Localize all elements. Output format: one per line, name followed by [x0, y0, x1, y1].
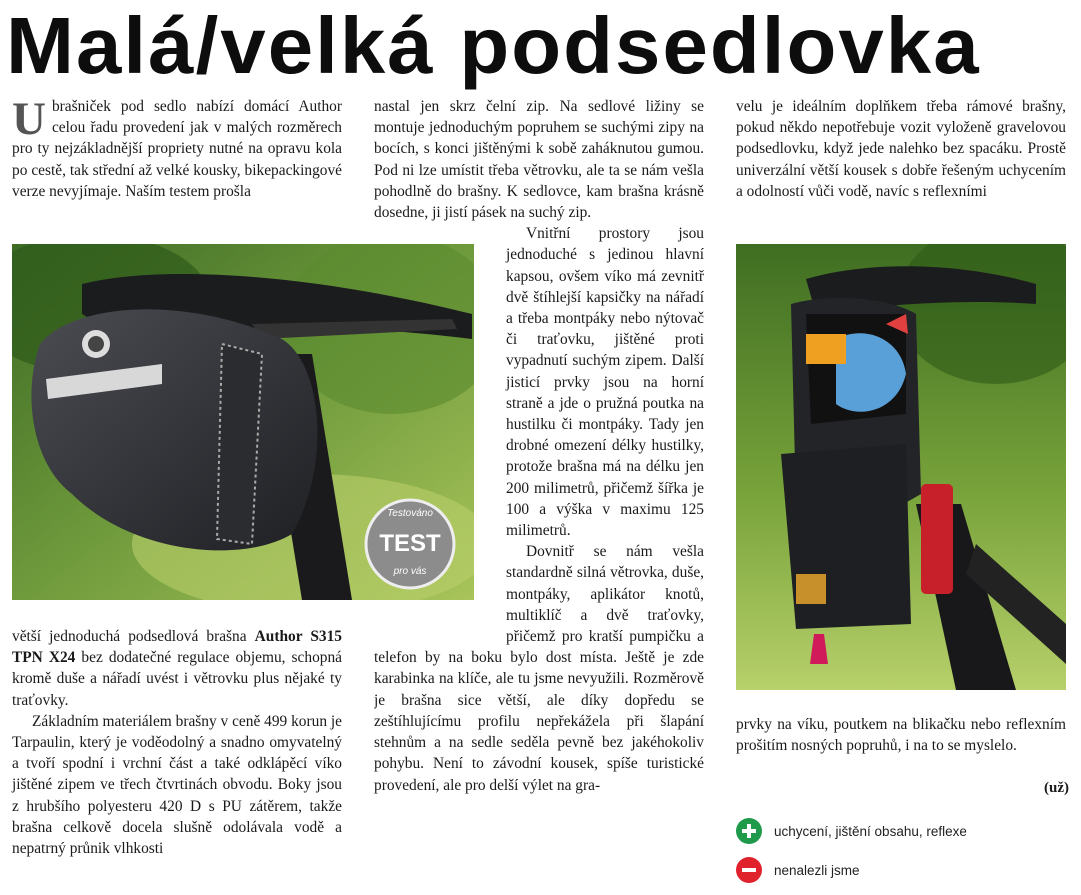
author-signature: (už) — [1044, 780, 1069, 796]
photo-overlap-spacer — [374, 244, 506, 637]
product-name: Author S315 TPN X24 — [12, 628, 343, 667]
column-3-top — [736, 96, 1066, 202]
col2-p2: Vnitřní prostory jsou jednoduché s jedinou hlavní kapsou, ovšem víko má zevnitř dvě štíhlejší kapsičky na nářadí a třeba montpáky nebo nýtovač či traťovku, jištěné proti vypadnutí suchým zipem. Další jisticí prvky jsou na horní straně a jde o pružná poutka na hustilku či montpáky. Tady jen drobné omezení délky hustilky, protože brašna má na délku jen 200 milimetrů, přičemž šířka je 100 a výška v maximu 125 milimetrů. — [506, 225, 704, 540]
article-title: Malá/velká podsedlovka — [6, 1, 981, 90]
col1-p2: Základním materiálem brašny v ceně 499 korun je Tarpaulin, který je voděodolný a snadno omyvatelný a tvoří spodní i vrchní část a také odklápěcí víko jištěné zipem ve třech čtvrtinách obvodu. Boky jsou z hrubšího polyesteru 420 D s PU zátěrem, takže brašna celkově docela slušně odolávala vodě a nepatrný průnik vlhkosti — [12, 712, 342, 858]
col1-p1-text: větší jednoduchá podsedlová brašna — [12, 628, 255, 645]
col3-top-text: velu je ideálním doplňkem třeba rámové brašny, pokud někdo nepotřebuje vozit vyloženě gravelovou podsedlovku, když jede nalehko bez spacáku. Prostě univerzální větší kousek s dobře řešeným uchycením a odolností vůči vodě, navíc s reflexními — [736, 98, 1066, 200]
column-2-flow — [374, 96, 704, 891]
col2-p3: Dovnitř se nám vešla standardně silná větrovka, duše, montpáky, aplikátor knotů, multiklíč a dvě traťovky, přičemž pro kratší pumpičku a telefon by na boku bylo dost místa. Ještě je zde karabinka na klíče, ale tu jsme nevyužili. Rozměrově je brašna sice větší, ale díky dopředu se zeštíhlujícímu profilu nepřekážela při šlapání stehnům a na sedle seděla pevně bez jakéhokoliv pohybu. Není to závodní kousek, spíše turistické provedení, ale pro delší výlet na gra- — [374, 543, 704, 794]
col1-intro-text: brašniček pod sedlo nabízí domácí Author celou řadu provedení jak v malých rozměrech pro ty nejzákladnější propriety nutné na opravu kola po cestě, tak střední až velké kousky, bikepackingové verze nevyjímaje. Naším testem prošla — [12, 98, 342, 200]
column-1-bottom — [12, 626, 342, 859]
column-3-bottom — [736, 714, 1066, 756]
plus-icon — [736, 818, 762, 844]
col1-p1-text-after: bez dodatečné regulace objemu, schopná kromě duše a nářadí uvést i větrovku plus nějaké ty traťovky. — [12, 649, 342, 709]
col2-p1-flow: nastal jen skrz čelní zip. Na sedlové ližiny se montuje jednoduchým popruhem se suchými zipy na bocích, s konci jištěnými k sobě zaháknutou gumou. Pod ni lze umístit třeba větrovku, ale ta se nám vešla pohodlně do brašny. K sedlovce, kam brašna krásně dosedne, ji jistí pásek na suchý zip. — [374, 98, 704, 222]
col3-bottom-text: prvky na víku, poutkem na blikačku nebo reflexním prošitím nosných popruhů, i na to se myslelo. — [736, 716, 1066, 755]
badge-top-text: Testováno — [387, 508, 433, 519]
dropcap: U — [12, 93, 46, 145]
column-1-top — [12, 93, 342, 202]
badge-bottom-text: pro vás — [393, 566, 427, 577]
photo-saddle-bag-open — [736, 244, 1066, 690]
legend-plus — [736, 816, 967, 846]
plus-text: uchycení, jištění obsahu, reflexe — [774, 823, 967, 839]
minus-text: nenalezli jsme — [774, 862, 860, 878]
badge-main-text: TEST — [379, 530, 441, 557]
minus-icon — [736, 857, 762, 883]
legend-minus — [736, 855, 860, 885]
